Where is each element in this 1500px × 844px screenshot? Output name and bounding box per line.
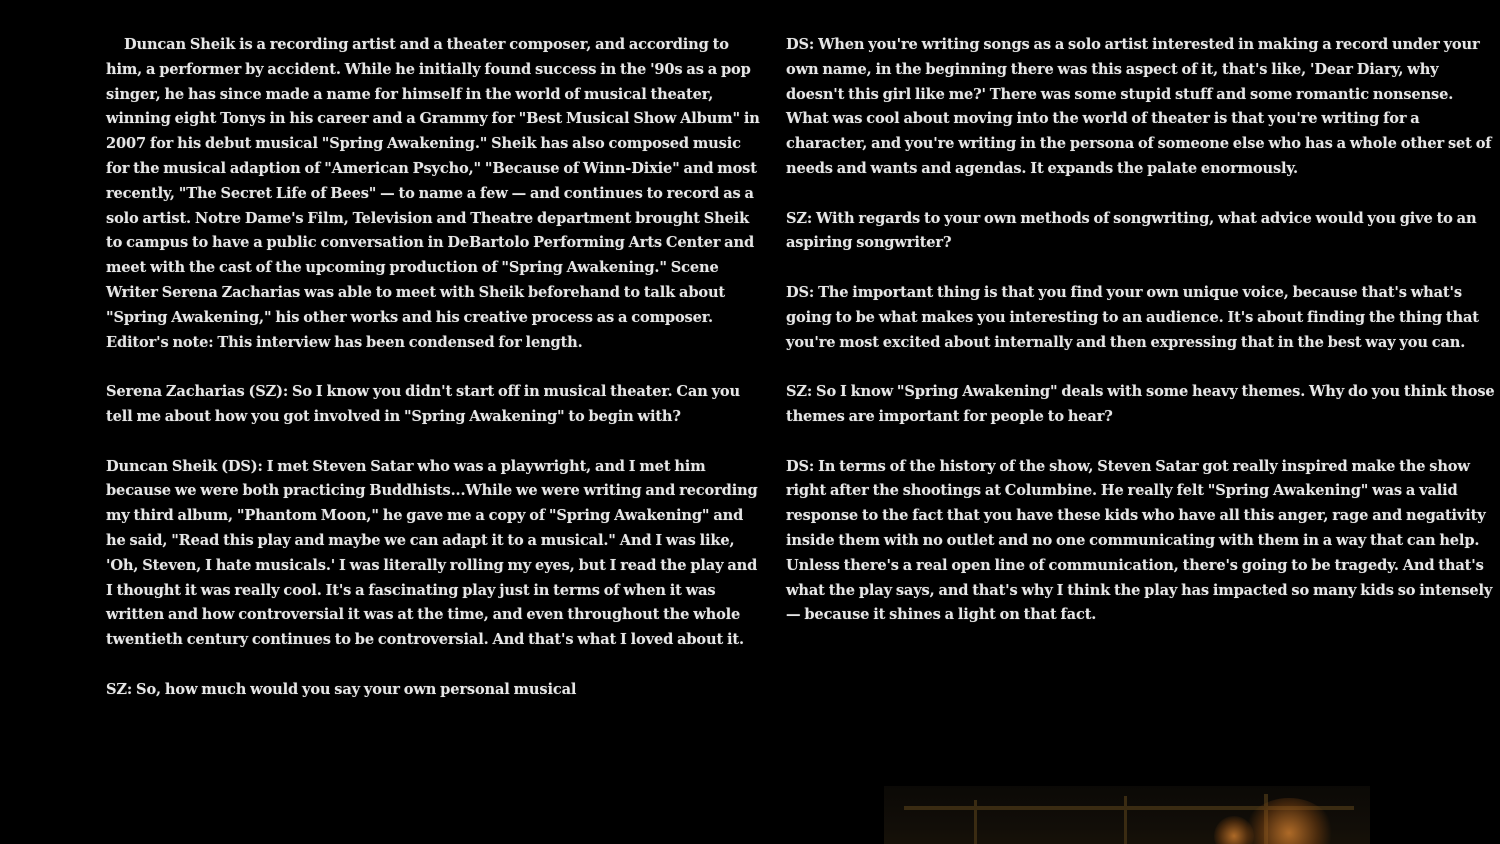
- left-column: [106, 33, 762, 727]
- answer-paragraph: DS: When you're writing songs as a solo artist interested in making a record under your own name, in the beginning there was this aspect of it, that's like, 'Dear Diary, why doesn't this girl like me?' There was some stupid stuff and some romantic nonsense. What was cool about moving into the world of theater is that you're writing for a character, and you're writing in the persona of someone else who has a whole other set of needs and wants and agendas. It expands the palate enormously.: [786, 36, 1492, 177]
- stage-truss-post: [1124, 796, 1127, 844]
- right-column: [786, 33, 1498, 653]
- stage-light-glow: [1244, 798, 1334, 844]
- answer-paragraph: DS: In terms of the history of the show, Steven Satar got really inspired make the show right after the shootings at Columbine. He really felt "Spring Awakening" was a valid response to the fact that you have these kids who have all this anger, rage and negativity inside them with no outlet and no one communicating with them in a way that can help. Unless there's a real open line of communication, there's going to be tragedy. And that's what the play says, and that's why I think the play has impacted so many kids so intensely — because it shines a light on that fact.: [786, 457, 1493, 624]
- question-paragraph: SZ: With regards to your own methods of songwriting, what advice would you give to an aspiring songwriter?: [786, 209, 1477, 252]
- question-paragraph: SZ: So, how much would you say your own personal musical: [106, 680, 577, 698]
- question-paragraph: SZ: So I know "Spring Awakening" deals with some heavy themes. Why do you think those themes are important for people to hear?: [786, 383, 1495, 425]
- answer-paragraph: Duncan Sheik (DS): I met Steven Satar who was a playwright, and I met him because we were both practicing Buddhists...While we were writing and recording my third album, "Phantom Moon," he gave me a copy of "Spring Awakening" and he said, "Read this play and maybe we can adapt it to a musical." And I was like, 'Oh, Steven, I hate musicals.' I was literally rolling my eyes, but I read the play and I thought it was really cool. It's a fascinating play just in terms of when it was written and how controversial it was at the time, and even throughout the whole twentieth century continues to be controversial. And that's what I loved about it.: [106, 457, 758, 649]
- answer-paragraph: DS: The important thing is that you find your own unique voice, because that's what's going to be what makes you interesting to an audience. It's about finding the thing that you're most excited about internally and then expressing that in the best way you can.: [786, 283, 1479, 351]
- stage-photo: [884, 786, 1370, 844]
- intro-paragraph: Duncan Sheik is a recording artist and a theater composer, and according to him, a performer by accident. While he initially found success in the '90s as a pop singer, he has since made a name for himself in the world of musical theater, winning eight Tonys in his career and a Grammy for "Best Musical Show Album" in 2007 for his debut musical "Spring Awakening." Sheik has also composed music for the musical adaption of "American Psycho," "Because of Winn-Dixie" and most recently, "The Secret Life of Bees" — to name a few — and continues to record as a solo artist. Notre Dame's Film, Television and Theatre department brought Sheik to campus to have a public conversation in DeBartolo Performing Arts Center and meet with the cast of the upcoming production of "Spring Awakening." Scene Writer Serena Zacharias was able to meet with Sheik beforehand to talk about "Spring Awakening," his other works and his creative process as a composer. Editor's note: This interview has been condensed for length.: [106, 36, 760, 351]
- question-paragraph: Serena Zacharias (SZ): So I know you didn't start off in musical theater. Can you tell me about how you got involved in "Spring Awakening" to begin with?: [106, 383, 740, 425]
- stage-truss-post: [974, 800, 977, 844]
